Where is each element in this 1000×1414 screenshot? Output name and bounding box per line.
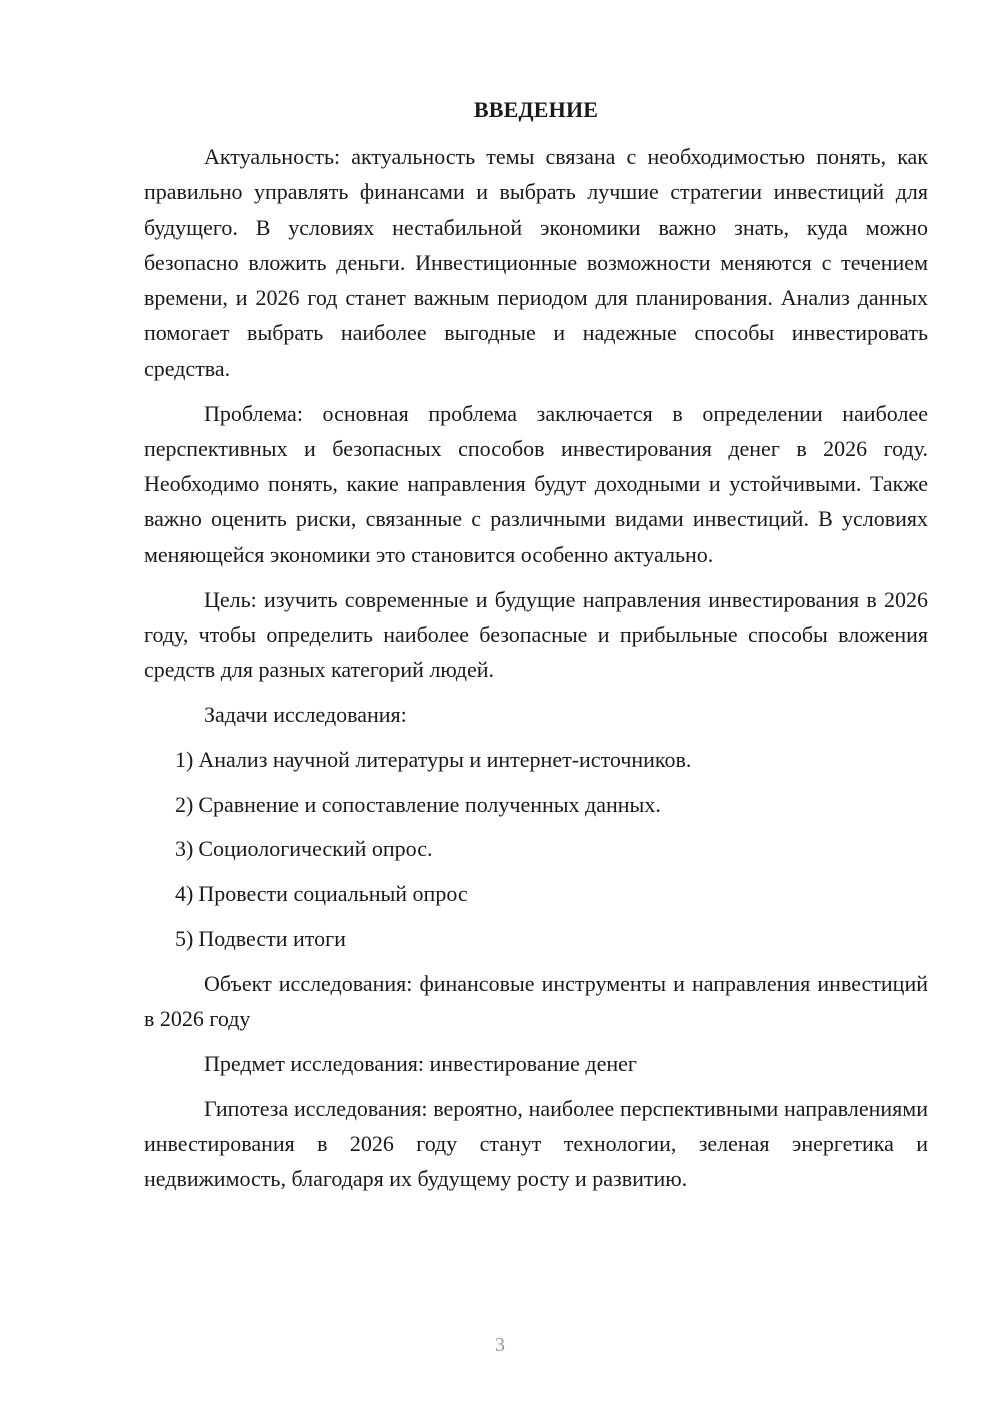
task-text: Социологический опрос. (198, 836, 433, 862)
task-text: Сравнение и сопоставление полученных данных. (198, 791, 661, 817)
task-number: 3) (175, 836, 194, 862)
paragraph-relevance: Актуальность: актуальность темы связана с необходимостью понять, как правильно управлять финансами и выбрать лучшие стратегии инвестиций для будущего. В условиях нестабильной экономики важно знать, куда можно безопасно вложить деньги. Инвестиционные возможности меняются с течением времени, и 2026 год станет важным периодом для планирования. Анализ данных помогает выбрать наиболее выгодные и надежные способы инвестировать средства. (144, 144, 928, 381)
task-number: 4) (175, 881, 194, 907)
task-text: Анализ научной литературы и интернет-источников. (198, 746, 692, 772)
task-text: Подвести итоги (198, 925, 346, 951)
task-list-item (144, 742, 928, 777)
paragraph-problem: Проблема: основная проблема заключается в определении наиболее перспективных и безопасных способов инвестирования денег в 2026 году. Необходимо понять, какие направления будут доходными и устойчивыми. Также важно оценить риски, связанные с различными видами инвестиций. В условиях меняющейся экономики это становится особенно актуально. (144, 400, 928, 567)
task-number: 2) (175, 791, 194, 817)
task-list-item (144, 921, 928, 956)
page-number: 3 (495, 1334, 505, 1356)
paragraph-object: Объект исследования: финансовые инструменты и направления инвестиций в 2026 году (144, 970, 928, 1032)
tasks-heading: Задачи исследования: (204, 701, 407, 727)
task-list-item (144, 831, 928, 866)
paragraph-goal: Цель: изучить современные и будущие направления инвестирования в 2026 году, чтобы определить наиболее безопасные и прибыльные способы вложения средств для разных категорий людей. (144, 586, 928, 683)
page-title: ВВЕДЕНИЕ (473, 97, 599, 122)
task-number: 5) (175, 925, 194, 951)
document-page (144, 92, 928, 1206)
task-text: Провести социальный опрос (198, 881, 468, 907)
paragraph-subject: Предмет исследования: инвестирование денег (204, 1050, 637, 1076)
paragraph-hypothesis: Гипотеза исследования: вероятно, наиболее перспективными направлениями инвестирования в 2026 году станут технологии, зеленая энергетика и недвижимость, благодаря их будущему росту и развитию. (144, 1095, 928, 1192)
task-list-item (144, 787, 928, 822)
task-number: 1) (175, 746, 194, 772)
task-list-item (144, 876, 928, 911)
